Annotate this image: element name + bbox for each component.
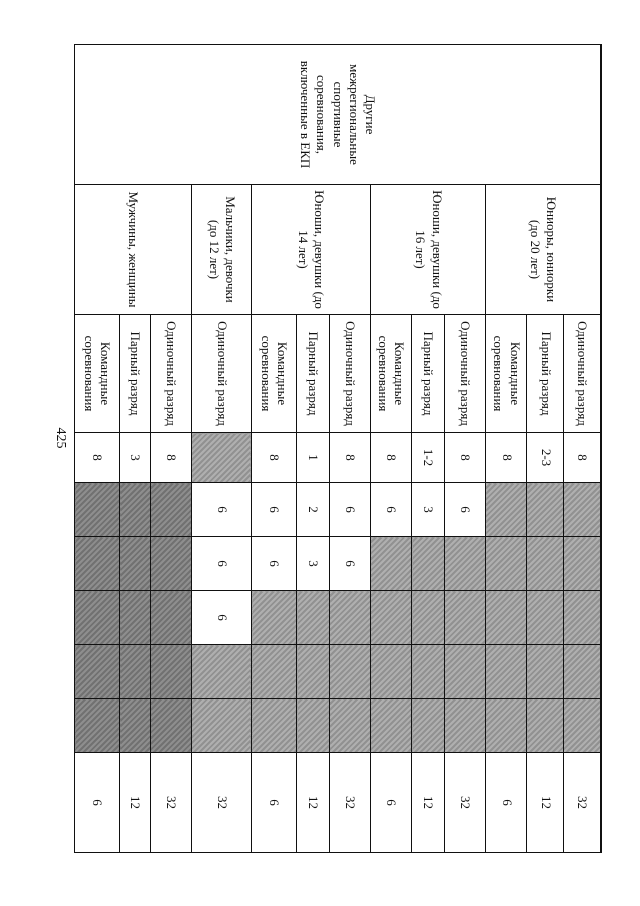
shaded-cell [151, 591, 192, 645]
shaded-cell [564, 699, 601, 753]
value-cell: 32 [192, 753, 252, 853]
discipline-cell: Одиночный разряд [192, 315, 252, 433]
shaded-cell [297, 645, 330, 699]
value-cell: 8 [564, 433, 601, 483]
shaded-cell [371, 591, 412, 645]
value-cell: 6 [192, 483, 252, 537]
age-group-cell: Юноши, девушки (до 14 лет) [251, 185, 370, 315]
shaded-cell [371, 645, 412, 699]
shaded-cell [527, 483, 564, 537]
discipline-cell: Одиночный разряд [445, 315, 486, 433]
shaded-cell [75, 483, 120, 537]
shaded-cell [120, 699, 151, 753]
value-cell: 32 [151, 753, 192, 853]
shaded-cell [564, 483, 601, 537]
age-group-cell: Юниоры, юниорки (до 20 лет) [486, 185, 601, 315]
value-cell: 2-3 [527, 433, 564, 483]
value-cell: 32 [445, 753, 486, 853]
discipline-cell: Парный разряд [412, 315, 445, 433]
shaded-cell [192, 645, 252, 699]
value-cell: 1-2 [412, 433, 445, 483]
shaded-cell [151, 483, 192, 537]
value-cell: 3 [120, 433, 151, 483]
page-number: 425 [53, 427, 68, 449]
age-group-cell: Мальчики, девочки (до 12 лет) [192, 185, 252, 315]
value-cell: 6 [330, 537, 371, 591]
shaded-cell [75, 699, 120, 753]
value-cell: 3 [412, 483, 445, 537]
value-cell: 6 [251, 537, 296, 591]
shaded-cell [412, 537, 445, 591]
shaded-cell [151, 699, 192, 753]
shaded-cell [445, 645, 486, 699]
discipline-cell: Командные соревнования [75, 315, 120, 433]
shaded-cell [445, 537, 486, 591]
shaded-cell [486, 537, 527, 591]
shaded-cell [251, 591, 296, 645]
discipline-cell: Одиночный разряд [564, 315, 601, 433]
value-cell: 12 [527, 753, 564, 853]
value-cell: 12 [412, 753, 445, 853]
shaded-cell [564, 645, 601, 699]
discipline-cell: Парный разряд [297, 315, 330, 433]
shaded-cell [371, 699, 412, 753]
shaded-cell [527, 537, 564, 591]
sports-ranks-table [74, 44, 602, 853]
shaded-cell [486, 699, 527, 753]
shaded-cell [120, 483, 151, 537]
shaded-cell [486, 483, 527, 537]
value-cell: 6 [251, 483, 296, 537]
value-cell: 32 [330, 753, 371, 853]
shaded-cell [297, 699, 330, 753]
shaded-cell [527, 591, 564, 645]
discipline-cell: Командные соревнования [251, 315, 296, 433]
shaded-cell [120, 645, 151, 699]
shaded-cell [120, 591, 151, 645]
shaded-cell [412, 645, 445, 699]
shaded-cell [527, 699, 564, 753]
value-cell: 8 [486, 433, 527, 483]
discipline-cell: Командные соревнования [486, 315, 527, 433]
shaded-cell [120, 537, 151, 591]
value-cell: 8 [151, 433, 192, 483]
shaded-cell [251, 699, 296, 753]
value-cell: 2 [297, 483, 330, 537]
value-cell: 8 [75, 433, 120, 483]
shaded-cell [75, 537, 120, 591]
value-cell: 1 [297, 433, 330, 483]
discipline-cell: Парный разряд [120, 315, 151, 433]
shaded-cell [151, 537, 192, 591]
shaded-cell [445, 591, 486, 645]
discipline-cell: Командные соревнования [371, 315, 412, 433]
value-cell: 32 [564, 753, 601, 853]
value-cell: 8 [371, 433, 412, 483]
value-cell: 12 [120, 753, 151, 853]
shaded-cell [564, 591, 601, 645]
discipline-cell: Парный разряд [527, 315, 564, 433]
rotated-table-page [74, 44, 602, 852]
value-cell: 6 [371, 753, 412, 853]
shaded-cell [151, 645, 192, 699]
value-cell: 6 [486, 753, 527, 853]
value-cell: 6 [445, 483, 486, 537]
shaded-cell [486, 645, 527, 699]
shaded-cell [330, 645, 371, 699]
shaded-cell [371, 537, 412, 591]
value-cell: 6 [330, 483, 371, 537]
value-cell: 12 [297, 753, 330, 853]
value-cell: 3 [297, 537, 330, 591]
shaded-cell [251, 645, 296, 699]
shaded-cell [486, 591, 527, 645]
age-group-cell: Юноши, девушки (до 16 лет) [371, 185, 486, 315]
shaded-cell [330, 591, 371, 645]
shaded-cell [412, 591, 445, 645]
discipline-cell: Одиночный разряд [151, 315, 192, 433]
value-cell: 8 [330, 433, 371, 483]
value-cell: 8 [251, 433, 296, 483]
shaded-cell [564, 537, 601, 591]
discipline-cell: Одиночный разряд [330, 315, 371, 433]
shaded-cell [412, 699, 445, 753]
shaded-cell [527, 645, 564, 699]
competition-cell: Другие межрегиональные спортивные соревнования, включенные в ЕКП [75, 45, 602, 185]
value-cell: 8 [445, 433, 486, 483]
shaded-cell [192, 699, 252, 753]
shaded-cell [75, 645, 120, 699]
value-cell: 6 [371, 483, 412, 537]
value-cell: 6 [192, 537, 252, 591]
shaded-cell [330, 699, 371, 753]
shaded-cell [445, 699, 486, 753]
shaded-cell [75, 591, 120, 645]
value-cell: 6 [192, 591, 252, 645]
value-cell: 6 [251, 753, 296, 853]
value-cell: 6 [75, 753, 120, 853]
shaded-cell [192, 433, 252, 483]
age-group-cell: Мужчины, женщины [75, 185, 192, 315]
shaded-cell [297, 591, 330, 645]
